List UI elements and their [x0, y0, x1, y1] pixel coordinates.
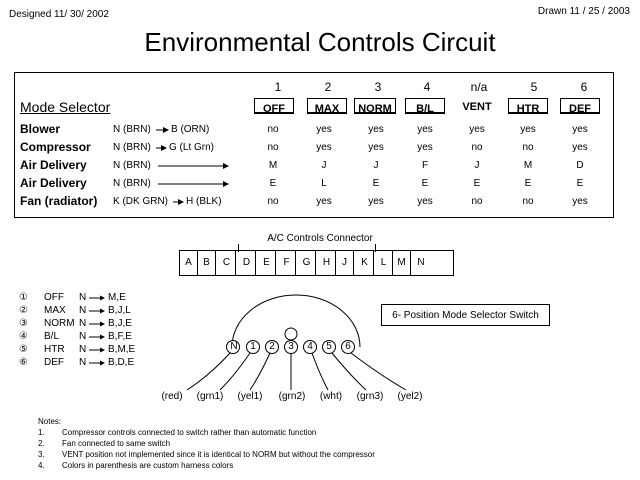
legend-pins: B,J,E [108, 318, 132, 329]
table-cell: E [576, 178, 584, 189]
legend-pins: B,D,E [108, 357, 135, 368]
note-num: 3. [38, 450, 45, 459]
wire-from: N (BRN) [113, 160, 151, 171]
pin-marker [375, 244, 376, 252]
wire-color-label: (wht) [319, 391, 343, 402]
terminal-label: 2 [269, 341, 275, 352]
wire-to: G (Lt Grn) [169, 142, 215, 153]
table-cell: yes [316, 196, 332, 207]
row-label-blower: Blower [20, 122, 61, 136]
table-cell: F [421, 160, 429, 171]
legend-mode: NORM [44, 318, 75, 329]
table-cell: no [471, 142, 483, 153]
legend-mode: HTR [44, 344, 65, 355]
legend-mode: OFF [44, 292, 64, 303]
note-text: Compressor controls connected to switch rather than automatic function [62, 428, 317, 437]
wire-color-label: (grn1) [196, 391, 224, 402]
table-cell: no [267, 142, 279, 153]
legend-arrows [0, 290, 120, 370]
connector-pin: B [198, 250, 216, 276]
legend-pins: B,F,E [108, 331, 132, 342]
notes-heading: Notes: [38, 417, 62, 426]
note-num: 4. [38, 461, 45, 470]
drawn-date: Drawn 11 / 25 / 2003 [537, 6, 630, 17]
terminal-label: 3 [288, 341, 294, 352]
legend-num: ② [19, 305, 28, 316]
connector-pin: M [393, 250, 411, 276]
note-text: VENT position not implemented since it is identical to NORM but without the compressor [62, 450, 375, 459]
wire-color-label: (grn3) [356, 391, 384, 402]
legend-conn: N [79, 344, 87, 355]
mode-selector-heading: Mode Selector [20, 99, 111, 115]
switch-housing [232, 295, 360, 347]
table-cell: yes [417, 196, 433, 207]
legend-num: ① [19, 292, 28, 303]
column-number: 3 [374, 80, 382, 94]
legend-mode: B/L [44, 331, 60, 342]
wire-arrows [0, 0, 640, 230]
table-cell: yes [368, 142, 384, 153]
table-cell: E [524, 178, 532, 189]
legend-pins: B,J,L [108, 305, 131, 316]
table-cell: yes [572, 142, 588, 153]
legend-num: ③ [19, 318, 28, 329]
connector-pin: F [278, 250, 296, 276]
wire-color-label: (red) [161, 391, 183, 402]
table-cell: E [269, 178, 277, 189]
table-cell: J [474, 160, 480, 171]
table-cell: J [321, 160, 327, 171]
column-number: 2 [324, 80, 332, 94]
mode-label-vent: VENT [462, 101, 492, 113]
mode-box-norm: NORM [354, 98, 396, 114]
wire-yel2 [351, 353, 406, 390]
switch-label: 6- Position Mode Selector Switch [381, 304, 550, 326]
terminal-label: 6 [345, 341, 351, 352]
mode-box-max: MAX [307, 98, 347, 114]
designed-date: Designed 11/ 30/ 2002 [9, 9, 109, 20]
note-num: 2. [38, 439, 45, 448]
pin-marker [238, 244, 239, 252]
legend-conn: N [79, 292, 87, 303]
wire-from: K (DK GRN) [113, 196, 168, 207]
connector-pin: C [218, 250, 236, 276]
table-cell: M [268, 160, 278, 171]
table-cell: no [267, 196, 279, 207]
table-cell: J [373, 160, 379, 171]
legend-conn: N [79, 305, 87, 316]
connector-pin: A [180, 250, 198, 276]
table-cell: yes [316, 142, 332, 153]
legend-conn: N [79, 331, 87, 342]
connector-pin: K [356, 250, 374, 276]
table-cell: yes [417, 124, 433, 135]
wire-color-label: (grn2) [278, 391, 306, 402]
table-cell: yes [469, 124, 485, 135]
row-label-fan-radiator: Fan (radiator) [20, 194, 98, 208]
column-number: 5 [530, 80, 538, 94]
note-num: 1. [38, 428, 45, 437]
table-cell: no [267, 124, 279, 135]
wire-to: B (ORN) [171, 124, 210, 135]
wire-wht [312, 353, 328, 390]
wire-yel1 [250, 353, 270, 390]
terminal-label: 4 [307, 341, 313, 352]
column-number: 4 [423, 80, 431, 94]
table-cell: yes [520, 124, 536, 135]
connector-pin: D [238, 250, 256, 276]
mode-box-htr: HTR [508, 98, 548, 114]
row-label-compressor: Compressor [20, 140, 91, 154]
legend-pins: B,M,E [108, 344, 136, 355]
table-cell: yes [368, 196, 384, 207]
table-cell: no [522, 196, 534, 207]
terminal-label: N [230, 341, 238, 352]
table-cell: D [576, 160, 584, 171]
column-number: 6 [580, 80, 588, 94]
table-cell: no [522, 142, 534, 153]
wire-to: H (BLK) [186, 196, 222, 207]
note-text: Colors in parenthesis are custom harness colors [62, 461, 234, 470]
note-text: Fan connected to same switch [62, 439, 171, 448]
connector-title: A/C Controls Connector [267, 233, 373, 244]
table-cell: E [372, 178, 380, 189]
legend-conn: N [79, 318, 87, 329]
wire-red [187, 353, 230, 390]
column-number: 1 [274, 80, 282, 94]
connector-pin: E [258, 250, 276, 276]
mode-box-bl: B/L [405, 98, 445, 114]
legend-mode: DEF [44, 357, 64, 368]
wire-color-label: (yel1) [237, 391, 263, 402]
terminal-label: 1 [250, 341, 256, 352]
mode-box-def: DEF [560, 98, 600, 114]
page-title: Environmental Controls Circuit [144, 27, 496, 57]
table-cell: M [523, 160, 533, 171]
table-cell: E [473, 178, 481, 189]
legend-num: ⑥ [19, 357, 28, 368]
wire-from: N (BRN) [113, 178, 151, 189]
connector-pin: J [336, 250, 354, 276]
column-number: n/a [470, 80, 488, 94]
switch-rotor [285, 328, 297, 340]
wire-from: N (BRN) [113, 124, 151, 135]
mode-box-off: OFF [254, 98, 294, 114]
table-cell: yes [417, 142, 433, 153]
legend-num: ④ [19, 331, 28, 342]
legend-mode: MAX [44, 305, 66, 316]
table-cell: E [421, 178, 429, 189]
table-cell: no [471, 196, 483, 207]
terminal-label: 5 [326, 341, 332, 352]
legend-conn: N [79, 357, 87, 368]
wire-from: N (BRN) [113, 142, 151, 153]
connector-pin: G [298, 250, 316, 276]
connector-pin: N [417, 257, 425, 268]
wire-color-label: (yel2) [397, 391, 423, 402]
legend-num: ⑤ [19, 344, 28, 355]
connector-pin: H [318, 250, 336, 276]
legend-pins: M,E [108, 292, 126, 303]
row-label-air-delivery: Air Delivery [20, 176, 87, 190]
row-label-air-delivery: Air Delivery [20, 158, 87, 172]
table-cell: yes [316, 124, 332, 135]
connector-pin: L [375, 250, 393, 276]
table-cell: yes [368, 124, 384, 135]
table-cell: yes [572, 196, 588, 207]
wire-grn3 [332, 353, 366, 390]
table-cell: yes [572, 124, 588, 135]
table-cell: L [321, 178, 327, 189]
